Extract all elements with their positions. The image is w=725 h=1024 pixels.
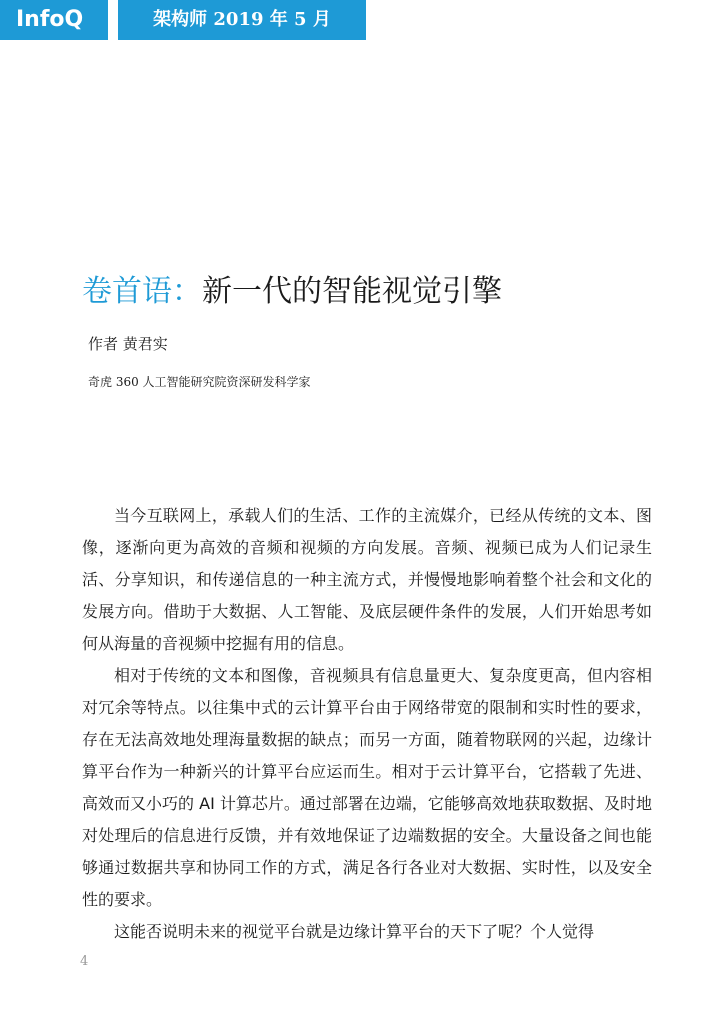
article-title [82, 270, 502, 314]
article-body [82, 500, 652, 948]
page-number: 4 [80, 954, 89, 969]
infoq-logo: InfoQ [0, 0, 108, 40]
author-affiliation: 奇虎 360 人工智能研究院资深研发科学家 [88, 375, 311, 389]
author-line: 作者 黄君实 [88, 335, 168, 353]
paragraph: 当今互联网上，承载人们的生活、工作的主流媒介，已经从传统的文本、图像，逐渐向更为高效的音频和视频的方向发展。音频、视频已成为人们记录生活、分享知识，和传递信息的一种主流方式，并慢慢地影响着整个社会和文化的发展方向。借助于大数据、人工智能、及底层硬件条件的发展，人们开始思考如何从海量的音视频中挖掘有用的信息。 [82, 506, 652, 653]
issue-label: 架构师 2019 年 5 月 [118, 0, 366, 40]
title-keyword: 卷首语： [82, 274, 202, 309]
paragraph: 这能否说明未来的视觉平台就是边缘计算平台的天下了呢？个人觉得 [114, 922, 595, 941]
title-main: 新一代的智能视觉引擎 [202, 274, 502, 309]
paragraph: 相对于传统的文本和图像，音视频具有信息量更大、复杂度更高，但内容相对冗余等特点。以往集中式的云计算平台由于网络带宽的限制和实时性的要求，存在无法高效地处理海量数据的缺点；而另一方面，随着物联网的兴起，边缘计算平台作为一种新兴的计算平台应运而生。相对于云计算平台，它搭载了先进、高效而又小巧的 AI 计算芯片。通过部署在边端，它能够高效地获取数据、及时地对处理后的信息进行反馈，并有效地保证了边端数据的安全。大量设备之间也能够通过数据共享和协同工作的方式，满足各行各业对大数据、实时性，以及安全性的要求。 [82, 666, 652, 909]
